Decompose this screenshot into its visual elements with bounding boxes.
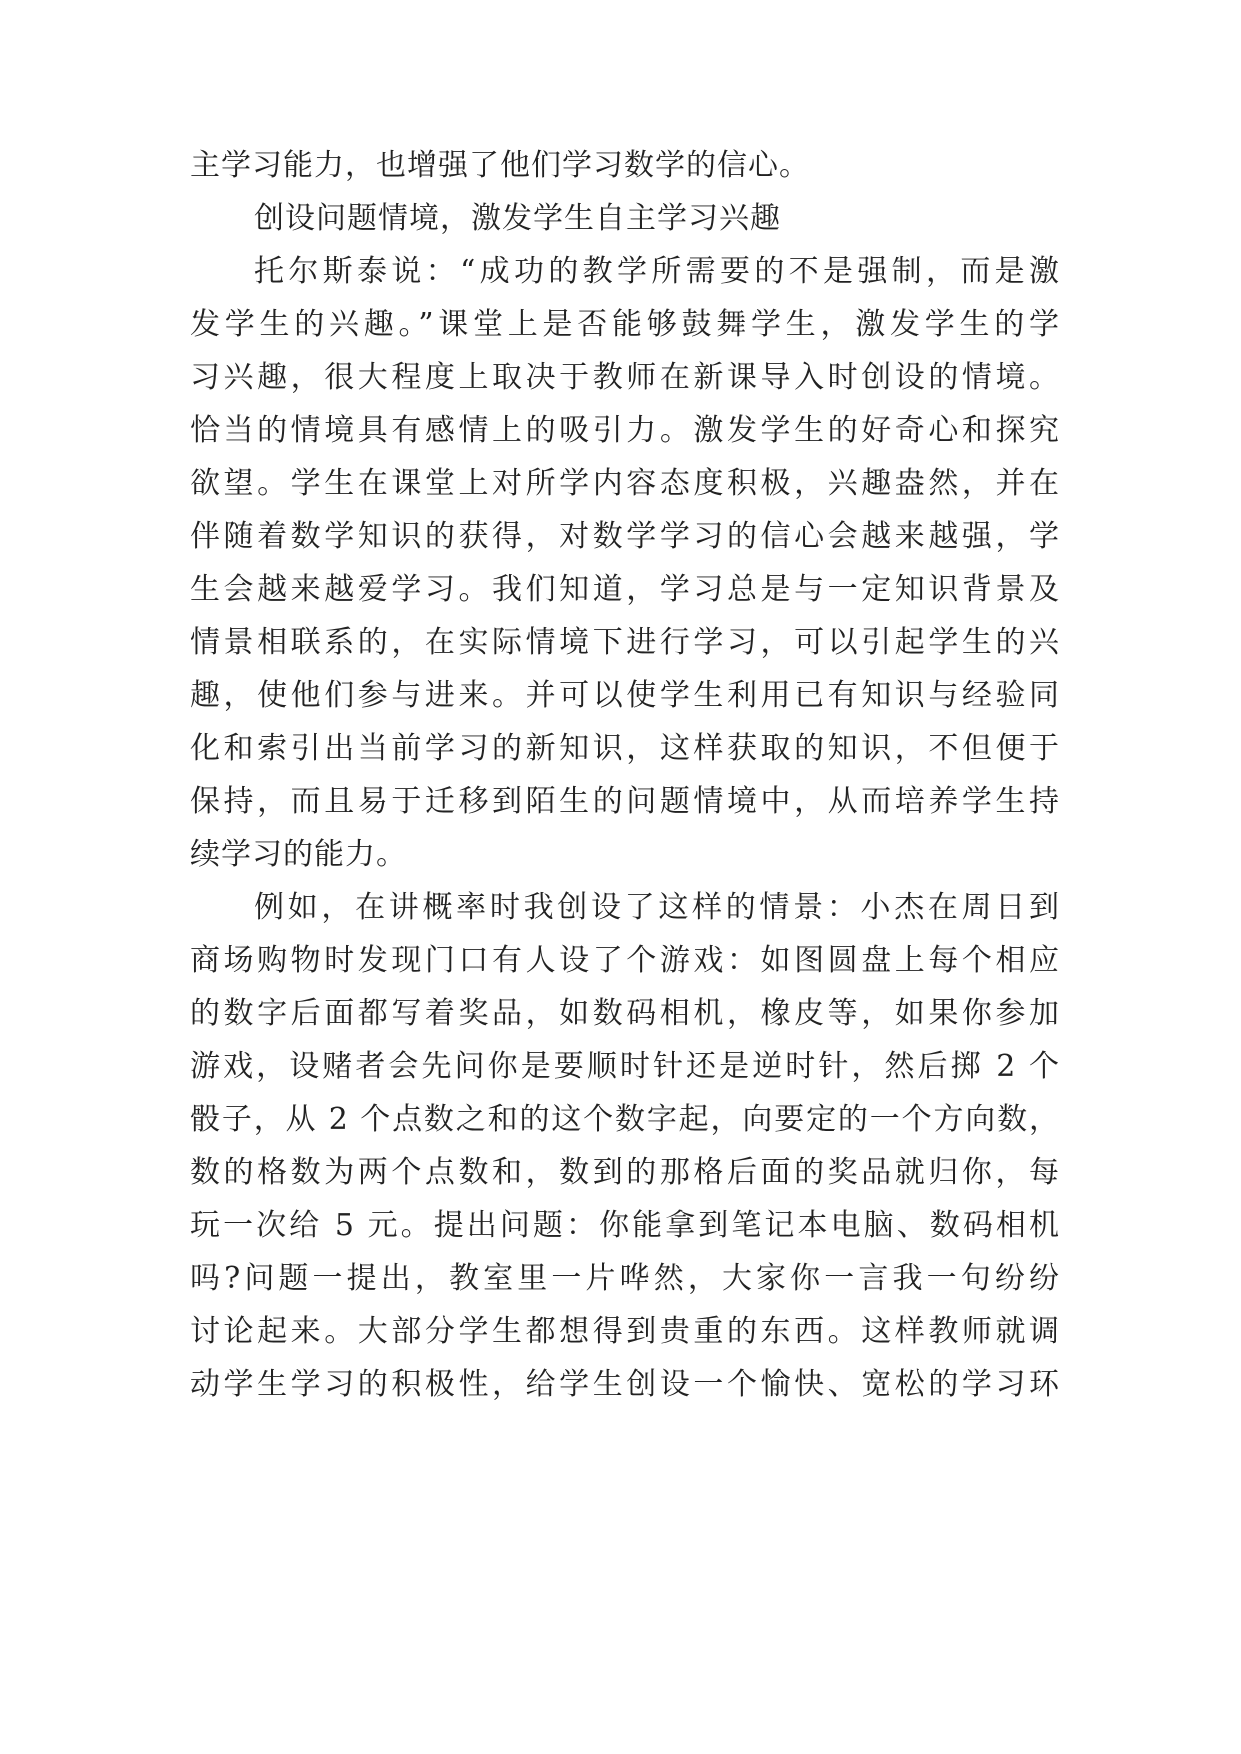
- paragraph-line: 欲望。学生在课堂上对所学内容态度积极，兴趣盎然，并在: [190, 466, 1060, 501]
- paragraph-line: 发学生的兴趣。”课堂上是否能够鼓舞学生，激发学生的学: [190, 307, 1060, 342]
- paragraph-line: 游戏，设赌者会先问你是要顺时针还是逆时针，然后掷 2 个: [190, 1049, 1060, 1084]
- section-heading: 创设问题情境，激发学生自主学习兴趣: [254, 201, 781, 236]
- paragraph-line: 习兴趣，很大程度上取决于教师在新课导入时创设的情境。: [190, 360, 1060, 395]
- paragraph-line: 续学习的能力。: [190, 837, 407, 872]
- paragraph-line: 数的格数为两个点数和，数到的那格后面的奖品就归你，每: [190, 1155, 1060, 1190]
- paragraph-line: 托尔斯泰说：“成功的教学所需要的不是强制，而是激: [254, 254, 1060, 289]
- paragraph-line: 化和索引出当前学习的新知识，这样获取的知识，不但便于: [190, 731, 1060, 766]
- paragraph-line: 恰当的情境具有感情上的吸引力。激发学生的好奇心和探究: [190, 413, 1060, 448]
- paragraph-line: 例如，在讲概率时我创设了这样的情景：小杰在周日到: [254, 890, 1060, 925]
- paragraph-line: 的数字后面都写着奖品，如数码相机，橡皮等，如果你参加: [190, 996, 1060, 1031]
- paragraph-line: 情景相联系的，在实际情境下进行学习，可以引起学生的兴: [190, 625, 1060, 660]
- paragraph-line: 骰子，从 2 个点数之和的这个数字起，向要定的一个方向数，: [190, 1102, 1060, 1137]
- paragraph-line: 主学习能力，也增强了他们学习数学的信心。: [190, 148, 810, 183]
- paragraph-line: 趣，使他们参与进来。并可以使学生利用已有知识与经验同: [190, 678, 1060, 713]
- paragraph-line: 玩一次给 5 元。提出问题：你能拿到笔记本电脑、数码相机: [190, 1208, 1060, 1243]
- paragraph-line: 讨论起来。大部分学生都想得到贵重的东西。这样教师就调: [190, 1314, 1060, 1349]
- paragraph-line: 商场购物时发现门口有人设了个游戏：如图圆盘上每个相应: [190, 943, 1060, 978]
- paragraph-line: 动学生学习的积极性，给学生创设一个愉快、宽松的学习环: [190, 1367, 1060, 1402]
- paragraph-line: 吗?问题一提出，教室里一片哗然，大家你一言我一句纷纷: [190, 1261, 1060, 1296]
- paragraph-line: 生会越来越爱学习。我们知道，学习总是与一定知识背景及: [190, 572, 1060, 607]
- paragraph-line: 伴随着数学知识的获得，对数学学习的信心会越来越强，学: [190, 519, 1060, 554]
- paragraph-line: 保持，而且易于迁移到陌生的问题情境中，从而培养学生持: [190, 784, 1060, 819]
